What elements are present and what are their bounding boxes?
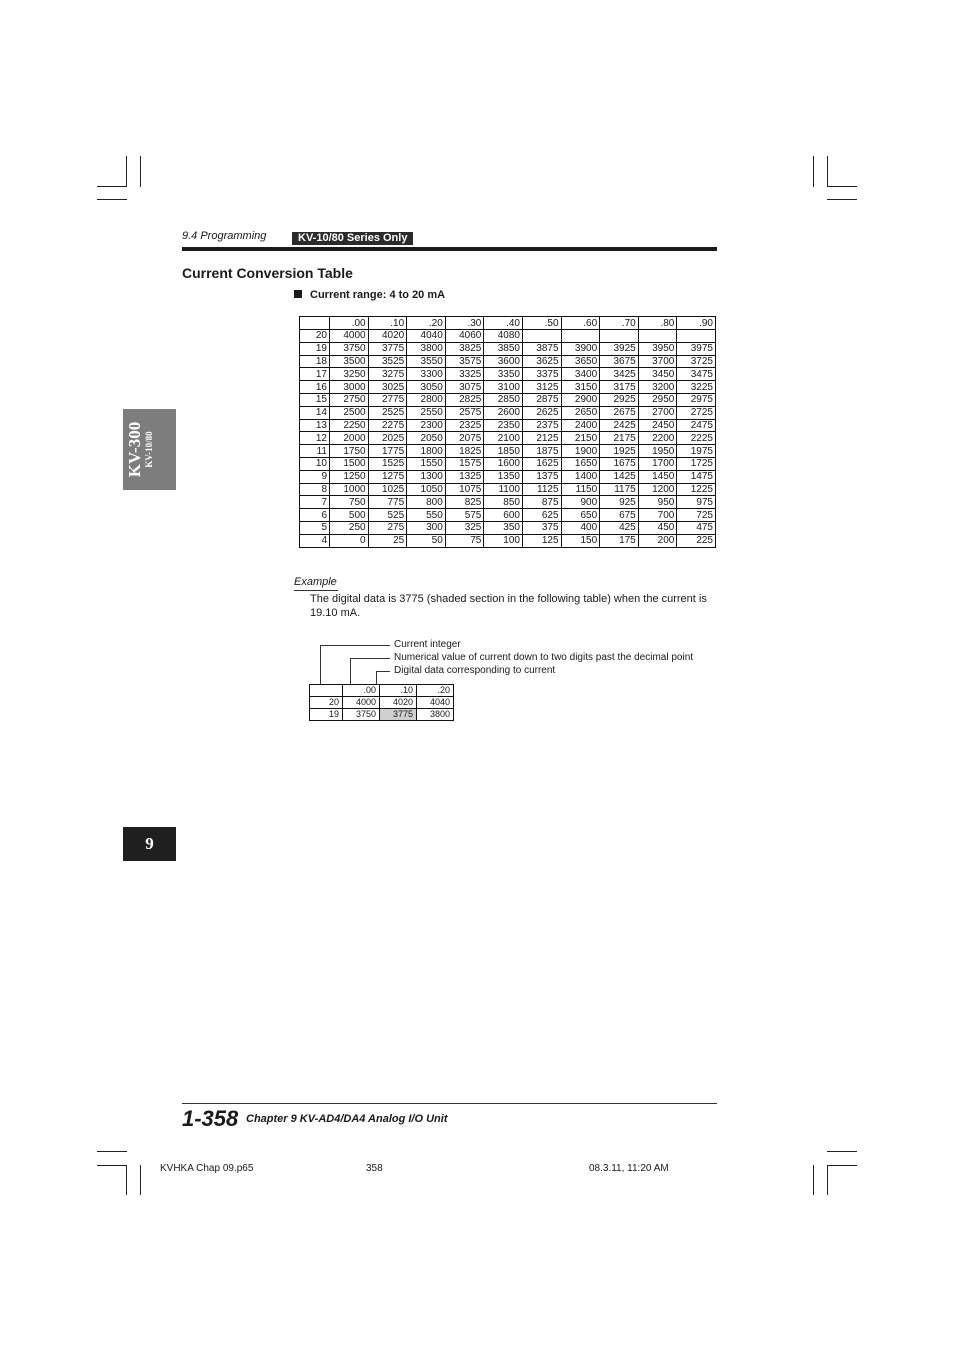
table-cell: 75 <box>445 534 484 547</box>
chapter-tab: 9 <box>123 827 176 861</box>
table-cell: 3375 <box>522 368 561 381</box>
table-cell: 1375 <box>522 470 561 483</box>
table-cell: 275 <box>368 521 407 534</box>
table-cell: 2150 <box>561 432 600 445</box>
table-cell: 1500 <box>330 457 369 470</box>
table-cell: 2275 <box>368 419 407 432</box>
table-cell: 1350 <box>484 470 523 483</box>
column-header: .40 <box>484 317 523 330</box>
leader-line <box>350 658 390 659</box>
table-cell <box>561 330 600 343</box>
table-row <box>300 457 716 470</box>
table-cell: 2775 <box>368 393 407 406</box>
table-cell: 2400 <box>561 419 600 432</box>
table-cell: 900 <box>561 496 600 509</box>
table-cell: 2075 <box>445 432 484 445</box>
table-cell: 0 <box>330 534 369 547</box>
table-cell: 3275 <box>368 368 407 381</box>
table-cell: 3900 <box>561 342 600 355</box>
table-cell: 25 <box>368 534 407 547</box>
table-cell: 2300 <box>407 419 446 432</box>
table-cell: 450 <box>638 521 677 534</box>
column-header: .70 <box>600 317 639 330</box>
crop-mark <box>140 156 141 187</box>
table-cell: 2175 <box>600 432 639 445</box>
conversion-table <box>299 316 716 548</box>
table-cell: 1250 <box>330 470 369 483</box>
table-cell: 3750 <box>343 709 380 721</box>
table-row <box>300 368 716 381</box>
row-header: 13 <box>300 419 330 432</box>
table-row <box>300 521 716 534</box>
table-cell: 2875 <box>522 393 561 406</box>
table-cell: 100 <box>484 534 523 547</box>
annotation-decimal-value: Numerical value of current down to two digits past the decimal point <box>394 652 694 663</box>
table-cell: 3225 <box>677 381 716 394</box>
table-cell: 950 <box>638 496 677 509</box>
table-cell: 1525 <box>368 457 407 470</box>
table-cell: 4000 <box>343 697 380 709</box>
corner-cell <box>300 317 330 330</box>
example-label: Example <box>294 576 337 588</box>
table-cell: 3725 <box>677 355 716 368</box>
footer-chapter: Chapter 9 KV-AD4/DA4 Analog I/O Unit <box>246 1113 448 1125</box>
table-cell: 2575 <box>445 406 484 419</box>
current-range-label: Current range: 4 to 20 mA <box>310 289 446 301</box>
table-cell: 1900 <box>561 445 600 458</box>
row-header: 8 <box>300 483 330 496</box>
table-row <box>300 342 716 355</box>
table-cell: 300 <box>407 521 446 534</box>
table-cell: 2500 <box>330 406 369 419</box>
table-cell: 1950 <box>638 445 677 458</box>
table-cell: 3925 <box>600 342 639 355</box>
table-cell: 1475 <box>677 470 716 483</box>
table-row <box>300 419 716 432</box>
column-header: .30 <box>445 317 484 330</box>
table-cell: 400 <box>561 521 600 534</box>
table-cell: 2950 <box>638 393 677 406</box>
table-cell: 2900 <box>561 393 600 406</box>
column-header: .10 <box>368 317 407 330</box>
leader-line <box>350 658 351 685</box>
table-cell: 3100 <box>484 381 523 394</box>
section-label: 9.4 Programming <box>182 230 267 242</box>
table-cell: 2375 <box>522 419 561 432</box>
table-cell: 2825 <box>445 393 484 406</box>
table-cell: 600 <box>484 509 523 522</box>
crop-mark <box>827 1165 857 1166</box>
table-cell: 425 <box>600 521 639 534</box>
table-cell <box>600 330 639 343</box>
crop-mark <box>827 199 857 200</box>
column-header: .80 <box>638 317 677 330</box>
table-cell: 3800 <box>407 342 446 355</box>
table-cell: 3025 <box>368 381 407 394</box>
table-cell: 3850 <box>484 342 523 355</box>
table-row <box>300 406 716 419</box>
leader-line <box>376 671 377 685</box>
table-cell: 1150 <box>561 483 600 496</box>
table-row <box>310 697 454 709</box>
table-cell: 1125 <box>522 483 561 496</box>
table-cell: 1800 <box>407 445 446 458</box>
table-cell: 1775 <box>368 445 407 458</box>
table-header-row <box>300 317 716 330</box>
table-cell: 800 <box>407 496 446 509</box>
row-header: 10 <box>300 457 330 470</box>
table-cell: 675 <box>600 509 639 522</box>
table-cell: 3600 <box>484 355 523 368</box>
column-header: .90 <box>677 317 716 330</box>
column-header: .00 <box>343 685 380 697</box>
table-row <box>300 393 716 406</box>
table-cell: 1975 <box>677 445 716 458</box>
side-tab-kv300 <box>123 409 176 490</box>
table-cell: 1650 <box>561 457 600 470</box>
table-cell: 3350 <box>484 368 523 381</box>
slug-file: KVHKA Chap 09.p65 <box>160 1163 254 1174</box>
table-cell: 1825 <box>445 445 484 458</box>
table-cell: 4040 <box>407 330 446 343</box>
table-cell: 1700 <box>638 457 677 470</box>
column-header: .50 <box>522 317 561 330</box>
row-header: 9 <box>300 470 330 483</box>
table-cell: 875 <box>522 496 561 509</box>
column-header: .00 <box>330 317 369 330</box>
row-header: 16 <box>300 381 330 394</box>
table-cell: 3175 <box>600 381 639 394</box>
table-cell: 3550 <box>407 355 446 368</box>
table-cell: 975 <box>677 496 716 509</box>
column-header: .20 <box>417 685 454 697</box>
table-cell: 2225 <box>677 432 716 445</box>
table-cell: 2425 <box>600 419 639 432</box>
table-cell: 1875 <box>522 445 561 458</box>
annotation-digital-data: Digital data corresponding to current <box>394 665 556 676</box>
table-cell: 2925 <box>600 393 639 406</box>
table-cell: 1075 <box>445 483 484 496</box>
table-cell: 4000 <box>330 330 369 343</box>
table-cell: 725 <box>677 509 716 522</box>
table-cell: 2975 <box>677 393 716 406</box>
table-cell: 775 <box>368 496 407 509</box>
table-row <box>310 709 454 721</box>
table-cell: 2700 <box>638 406 677 419</box>
row-header: 15 <box>300 393 330 406</box>
row-header: 7 <box>300 496 330 509</box>
row-header: 14 <box>300 406 330 419</box>
table-body <box>300 330 716 548</box>
table-cell: 3500 <box>330 355 369 368</box>
crop-mark <box>813 156 814 187</box>
row-header: 12 <box>300 432 330 445</box>
leader-line <box>320 645 390 646</box>
page-number: 1-358 <box>182 1106 239 1131</box>
table-cell: 2600 <box>484 406 523 419</box>
row-header: 6 <box>300 509 330 522</box>
table-cell: 3975 <box>677 342 716 355</box>
table-cell: 1025 <box>368 483 407 496</box>
row-header: 19 <box>310 709 343 721</box>
table-cell: 375 <box>522 521 561 534</box>
table-cell: 1225 <box>677 483 716 496</box>
table-cell: 1850 <box>484 445 523 458</box>
table-cell: 500 <box>330 509 369 522</box>
table-cell: 650 <box>561 509 600 522</box>
crop-mark <box>97 1151 127 1152</box>
table-cell: 4060 <box>445 330 484 343</box>
table-row <box>300 496 716 509</box>
crop-mark <box>140 1165 141 1195</box>
crop-mark <box>97 186 127 187</box>
table-cell: 2725 <box>677 406 716 419</box>
table-cell: 4080 <box>484 330 523 343</box>
table-cell: 2000 <box>330 432 369 445</box>
table-cell: 1925 <box>600 445 639 458</box>
table-cell <box>638 330 677 343</box>
table-cell: 3425 <box>600 368 639 381</box>
table-cell: 2325 <box>445 419 484 432</box>
column-header: .60 <box>561 317 600 330</box>
side-tab-subtitle: KV-10/80 <box>144 431 154 468</box>
side-tab-title: KV-300 <box>125 421 144 478</box>
table-cell: 1300 <box>407 470 446 483</box>
table-cell: 2800 <box>407 393 446 406</box>
table-header-row <box>310 685 454 697</box>
series-badge: KV-10/80 Series Only <box>292 232 413 245</box>
table-cell: 1200 <box>638 483 677 496</box>
table-cell: 325 <box>445 521 484 534</box>
table-cell: 525 <box>368 509 407 522</box>
table-cell: 1600 <box>484 457 523 470</box>
crop-mark <box>97 1165 127 1166</box>
table-cell: 350 <box>484 521 523 534</box>
corner-cell <box>310 685 343 697</box>
annotation-current-integer: Current integer <box>394 639 461 650</box>
crop-mark <box>126 1165 127 1195</box>
footer-rule <box>182 1103 717 1104</box>
table-cell: 575 <box>445 509 484 522</box>
table-row <box>300 381 716 394</box>
table-cell: 2850 <box>484 393 523 406</box>
row-header: 18 <box>300 355 330 368</box>
column-header: .10 <box>380 685 417 697</box>
table-cell: 150 <box>561 534 600 547</box>
crop-mark <box>126 156 127 187</box>
crop-mark <box>827 1165 828 1195</box>
leader-line <box>376 671 390 672</box>
table-cell: 1550 <box>407 457 446 470</box>
table-row <box>300 483 716 496</box>
table-cell: 3700 <box>638 355 677 368</box>
table-cell: 1000 <box>330 483 369 496</box>
table-cell: 475 <box>677 521 716 534</box>
crop-mark <box>813 1165 814 1195</box>
slug-page: 358 <box>366 1163 383 1174</box>
table-cell: 3300 <box>407 368 446 381</box>
table-cell: 1725 <box>677 457 716 470</box>
table-cell: 2250 <box>330 419 369 432</box>
example-text: The digital data is 3775 (shaded section in the following table) when the current is 19.10 mA. <box>310 593 707 619</box>
row-header: 11 <box>300 445 330 458</box>
slug-timestamp: 08.3.11, 11:20 AM <box>589 1163 669 1174</box>
table-cell: 1175 <box>600 483 639 496</box>
table-cell: 3150 <box>561 381 600 394</box>
side-tab-text <box>126 412 154 487</box>
page-title: Current Conversion Table <box>182 265 353 281</box>
table-cell: 625 <box>522 509 561 522</box>
example-table <box>309 684 454 721</box>
table-cell: 1575 <box>445 457 484 470</box>
row-header: 4 <box>300 534 330 547</box>
table-cell: 3325 <box>445 368 484 381</box>
table-cell: 700 <box>638 509 677 522</box>
table-cell: 200 <box>638 534 677 547</box>
table-cell: 3125 <box>522 381 561 394</box>
table-cell: 850 <box>484 496 523 509</box>
table-cell: 3800 <box>417 709 454 721</box>
crop-mark <box>827 156 828 187</box>
table-cell: 1325 <box>445 470 484 483</box>
table-row <box>300 330 716 343</box>
table-cell: 825 <box>445 496 484 509</box>
table-cell: 3825 <box>445 342 484 355</box>
table-cell: 550 <box>407 509 446 522</box>
row-header: 19 <box>300 342 330 355</box>
table-row <box>300 355 716 368</box>
table-cell: 2650 <box>561 406 600 419</box>
header-rule <box>182 247 717 251</box>
column-header: .20 <box>407 317 446 330</box>
leader-line <box>320 645 321 685</box>
table-cell: 3750 <box>330 342 369 355</box>
table-cell: 2125 <box>522 432 561 445</box>
table-cell: 250 <box>330 521 369 534</box>
table-cell: 3250 <box>330 368 369 381</box>
crop-mark <box>827 186 857 187</box>
table-cell: 3525 <box>368 355 407 368</box>
current-range-heading <box>294 289 445 301</box>
table-cell: 3000 <box>330 381 369 394</box>
table-cell: 4040 <box>417 697 454 709</box>
table-cell: 2350 <box>484 419 523 432</box>
table-cell: 3875 <box>522 342 561 355</box>
table-cell: 1675 <box>600 457 639 470</box>
bullet-square-icon <box>294 290 302 298</box>
table-cell: 1275 <box>368 470 407 483</box>
table-cell: 2100 <box>484 432 523 445</box>
table-cell: 3575 <box>445 355 484 368</box>
table-cell: 3400 <box>561 368 600 381</box>
table-cell <box>522 330 561 343</box>
table-cell: 1625 <box>522 457 561 470</box>
row-header: 20 <box>310 697 343 709</box>
table-cell: 4020 <box>368 330 407 343</box>
table-row <box>300 432 716 445</box>
table-cell: 750 <box>330 496 369 509</box>
table-cell: 2550 <box>407 406 446 419</box>
table-cell: 2750 <box>330 393 369 406</box>
table-cell: 1050 <box>407 483 446 496</box>
table-row <box>300 509 716 522</box>
table-cell: 3675 <box>600 355 639 368</box>
table-cell: 2200 <box>638 432 677 445</box>
table-cell: 2675 <box>600 406 639 419</box>
table-cell: 3625 <box>522 355 561 368</box>
table-cell: 2625 <box>522 406 561 419</box>
table-cell: 1100 <box>484 483 523 496</box>
table-cell: 2025 <box>368 432 407 445</box>
crop-mark <box>97 199 127 200</box>
table-cell: 1750 <box>330 445 369 458</box>
table-cell: 175 <box>600 534 639 547</box>
table-cell: 1450 <box>638 470 677 483</box>
table-cell: 3475 <box>677 368 716 381</box>
table-row <box>300 470 716 483</box>
table-cell: 3950 <box>638 342 677 355</box>
row-header: 5 <box>300 521 330 534</box>
table-cell: 3450 <box>638 368 677 381</box>
example-underline <box>294 590 338 591</box>
table-cell: 3075 <box>445 381 484 394</box>
table-cell: 3200 <box>638 381 677 394</box>
table-cell: 3775 <box>368 342 407 355</box>
table-cell: 1400 <box>561 470 600 483</box>
table-cell: 2525 <box>368 406 407 419</box>
table-cell: 2475 <box>677 419 716 432</box>
table-cell: 925 <box>600 496 639 509</box>
shaded-cell: 3775 <box>380 709 417 721</box>
table-row <box>300 534 716 547</box>
row-header: 17 <box>300 368 330 381</box>
table-cell: 4020 <box>380 697 417 709</box>
table-cell: 2450 <box>638 419 677 432</box>
table-cell <box>677 330 716 343</box>
table-cell: 3050 <box>407 381 446 394</box>
row-header: 20 <box>300 330 330 343</box>
table-cell: 2050 <box>407 432 446 445</box>
crop-mark <box>827 1151 857 1152</box>
table-cell: 125 <box>522 534 561 547</box>
table-row <box>300 445 716 458</box>
table-cell: 225 <box>677 534 716 547</box>
table-cell: 50 <box>407 534 446 547</box>
table-cell: 3650 <box>561 355 600 368</box>
table-cell: 1425 <box>600 470 639 483</box>
